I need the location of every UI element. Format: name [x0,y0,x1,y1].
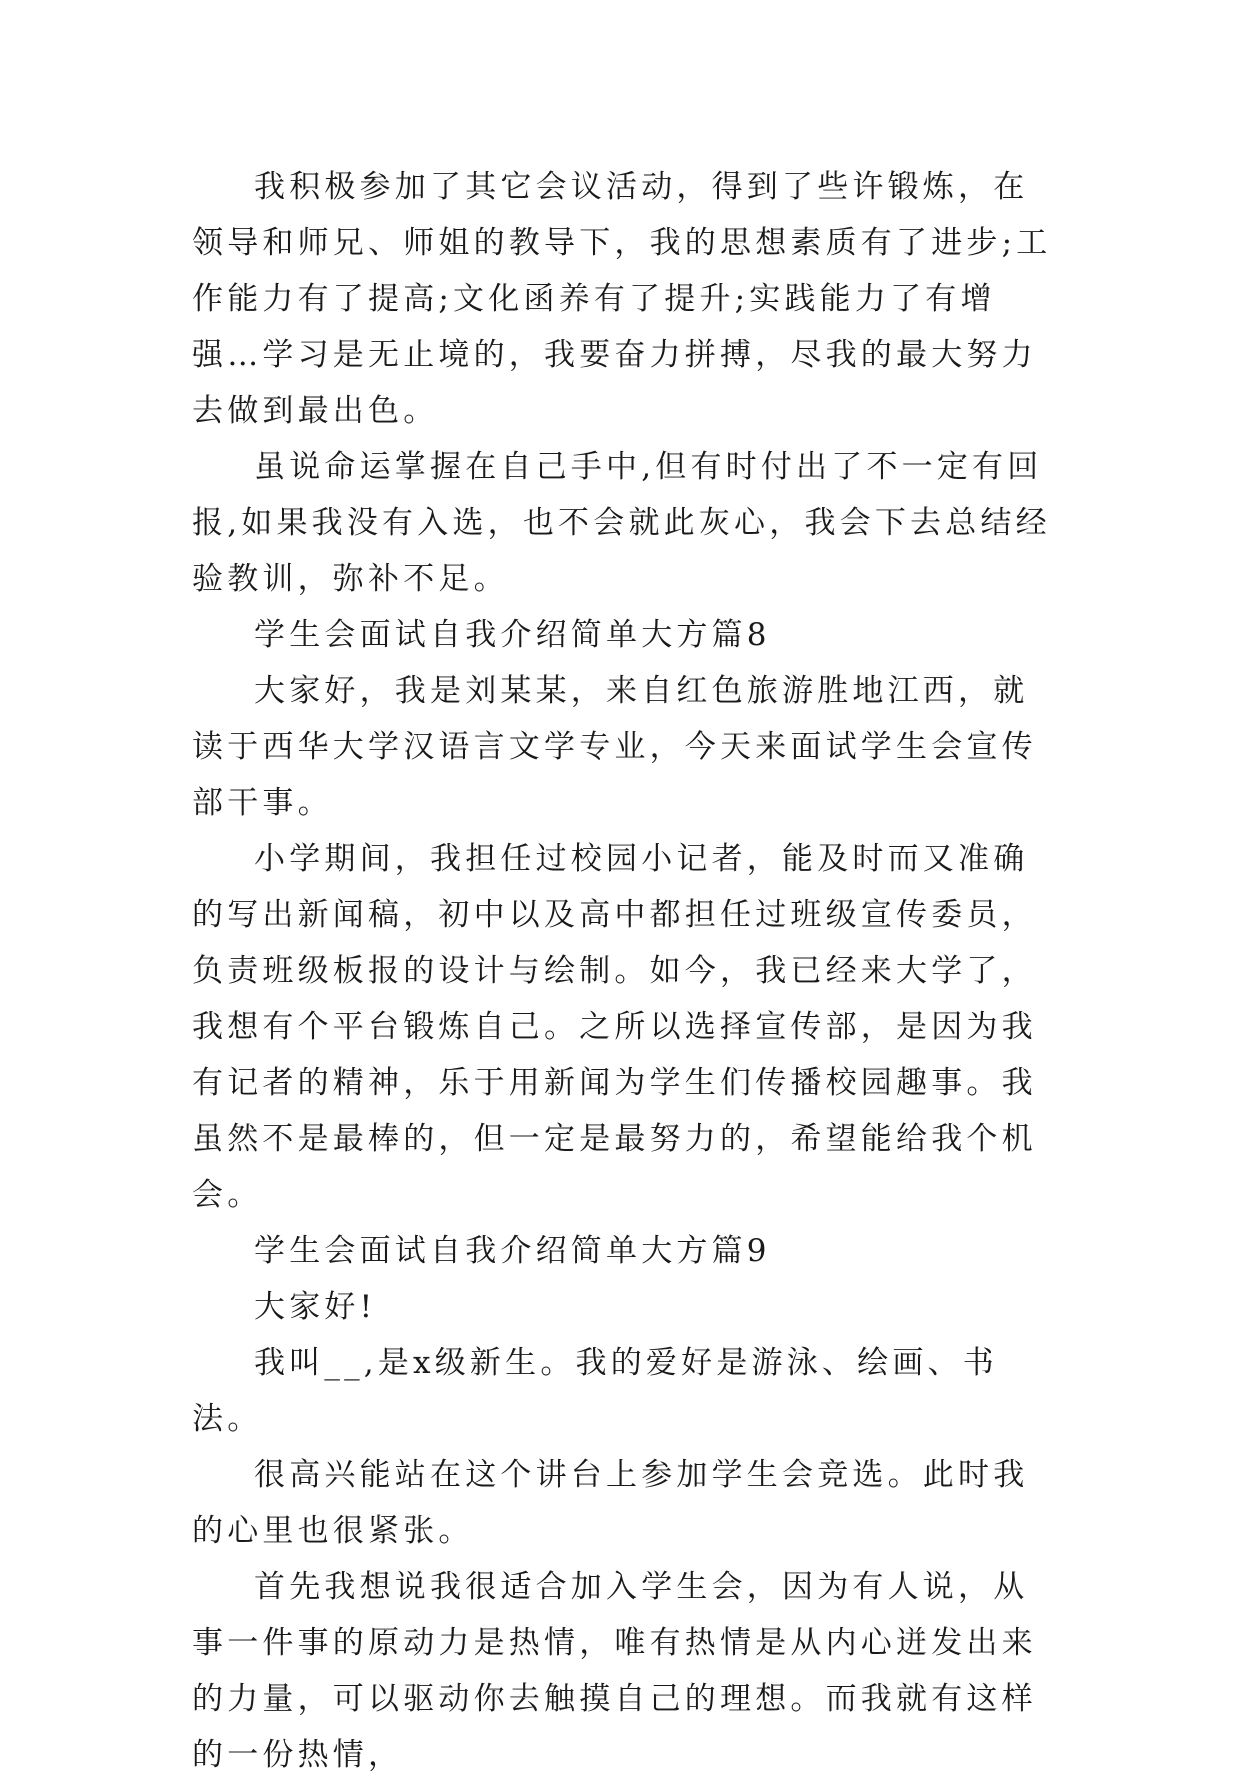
paragraph: 大家好，我是刘某某，来自红色旅游胜地江西，就读于西华大学汉语言文学专业，今天来面试学生会宣传部干事。 [192,673,1037,821]
paragraph: 小学期间，我担任过校园小记者，能及时而又准确的写出新闻稿，初中以及高中都担任过班级宣传委员，负责班级板报的设计与绘制。如今，我已经来大学了，我想有个平台锻炼自己。之所以选择宣传部，是因为我有记者的精神，乐于用新闻为学生们传播校园趣事。我虽然不是最棒的，但一定是最努力的，希望能给我个机会。 [192,841,1037,1213]
paragraph: 我叫__,是x级新生。我的爱好是游泳、绘画、书法。 [192,1345,998,1437]
paragraph: 首先我想说我很适合加入学生会，因为有人说，从事一件事的原动力是热情，唯有热情是从内心迸发出来的力量，可以驱动你去触摸自己的理想。而我就有这样的一份热情， [192,1569,1037,1773]
paragraph: 大家好! [254,1289,377,1325]
paragraph: 虽说命运掌握在自己手中,但有时付出了不一定有回报,如果我没有入选，也不会就此灰心，我会下去总结经验教训，弥补不足。 [192,449,1051,597]
section-heading: 学生会面试自我介绍简单大方篇8 [254,617,771,653]
document-body [192,159,1052,1783]
section-heading: 学生会面试自我介绍简单大方篇9 [254,1233,771,1269]
paragraph: 我积极参加了其它会议活动，得到了些许锻炼，在领导和师兄、师姐的教导下，我的思想素质有了进步;工作能力有了提高;文化函养有了提升;实践能力了有增强…学习是无止境的，我要奋力拼搏，尽我的最大努力去做到最出色。 [192,169,1052,429]
paragraph: 很高兴能站在这个讲台上参加学生会竞选。此时我的心里也很紧张。 [192,1457,1029,1549]
